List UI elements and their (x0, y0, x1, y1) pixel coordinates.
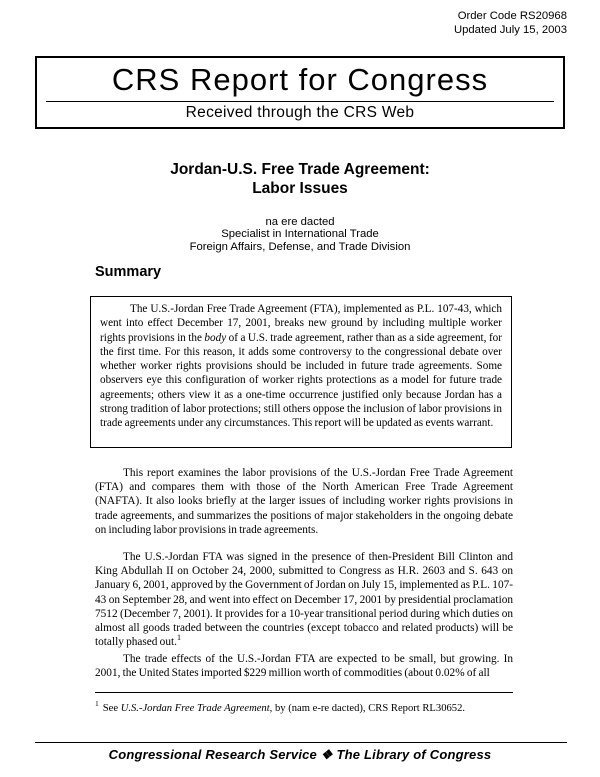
body-paragraph-2-text: The U.S.-Jordan FTA was signed in the presence of then-President Bill Clinton and King Abdullah II on October 24, 2000, submitted to Congress as H.R. 2603 and S. 643 on January 6, 2001, approved by the Government of Jordan on July 15, implemented as P.L. 107-43 on September 28, and went into effect on December 17, 2001 by presidential proclamation 7512 (December 7, 2001). It provides for a 10-year transitional period during which duties on almost all goods traded between the countries (except tobacco and related products) will be totally phased out. (95, 551, 513, 649)
byline (0, 216, 600, 253)
author-role: Specialist in International Trade (221, 228, 379, 241)
updated-date: Updated July 15, 2003 (453, 23, 567, 36)
crs-banner-title: CRS Report for Congress (111, 62, 489, 97)
summary-paragraph (100, 302, 502, 431)
footnote-report-title: U.S.-Jordan Free Trade Agreement, (120, 703, 273, 714)
summary-italic-word: body (204, 331, 227, 344)
author-division: Foreign Affairs, Defense, and Trade Division (189, 240, 411, 253)
crs-banner-box (35, 56, 565, 129)
order-code-block (454, 10, 567, 37)
body-paragraph-3: The trade effects of the U.S.-Jordan FTA are expected to be small, but growing. In 2001, the United States imported $229 million worth of commodities (about 0.02% of all (95, 653, 513, 680)
footnote (95, 699, 513, 715)
report-title-line2: Labor Issues (252, 179, 348, 197)
report-title-line1: Jordan-U.S. Free Trade Agreement: (170, 161, 430, 178)
summary-text-start: The U.S.-Jordan Free Trade Agreement (FTA), implemented as P.L. 107-43, which went into effect December 17, 2001, breaks new ground by including multiple worker rights provisions in the (100, 303, 502, 344)
author-name: na ere dacted (265, 216, 335, 228)
summary-box (90, 296, 512, 448)
footer-rule (35, 742, 567, 743)
footnote-text-end: by (nam e-re dacted), CRS Report RL30652. (272, 703, 466, 714)
crs-banner-subtitle: Received through the CRS Web (185, 104, 415, 121)
order-code: Order Code RS20968 (457, 10, 567, 22)
footnote-text-start: See (102, 703, 121, 714)
body-paragraph-2 (95, 550, 513, 649)
footnote-separator (95, 692, 513, 693)
summary-heading: Summary (95, 264, 162, 280)
footnote-marker: 1 (95, 699, 99, 709)
summary-text-end: of a U.S. trade agreement, rather than as a side agreement, for the first time. For this reason, it adds some controversy to the congressional debate over whether worker rights provisions should be included in future trade agreements. Some observers eye this configuration of worker rights protections as a model for future trade agreements; others view it as a one-time occurrence justified only because Jordan has a strong tradition of labor protections; still others oppose the inclusion of labor provisions in trade agreements under any circumstances. This report will be updated as events warrant. (100, 331, 502, 430)
footnote-reference: 1 (176, 633, 181, 643)
report-title (0, 161, 600, 198)
footer-text: Congressional Research Service ❖ The Library of Congress (108, 747, 492, 762)
body-paragraph-1: This report examines the labor provisions of the U.S.-Jordan Free Trade Agreement (FTA) and compares them with those of the North American Free Trade Agreement (NAFTA). It also looks briefly at the larger issues of including worker rights provisions in trade agreements, and summarizes the positions of major stakeholders in the ongoing debate on including labor provisions in trade agreements. (95, 467, 513, 536)
